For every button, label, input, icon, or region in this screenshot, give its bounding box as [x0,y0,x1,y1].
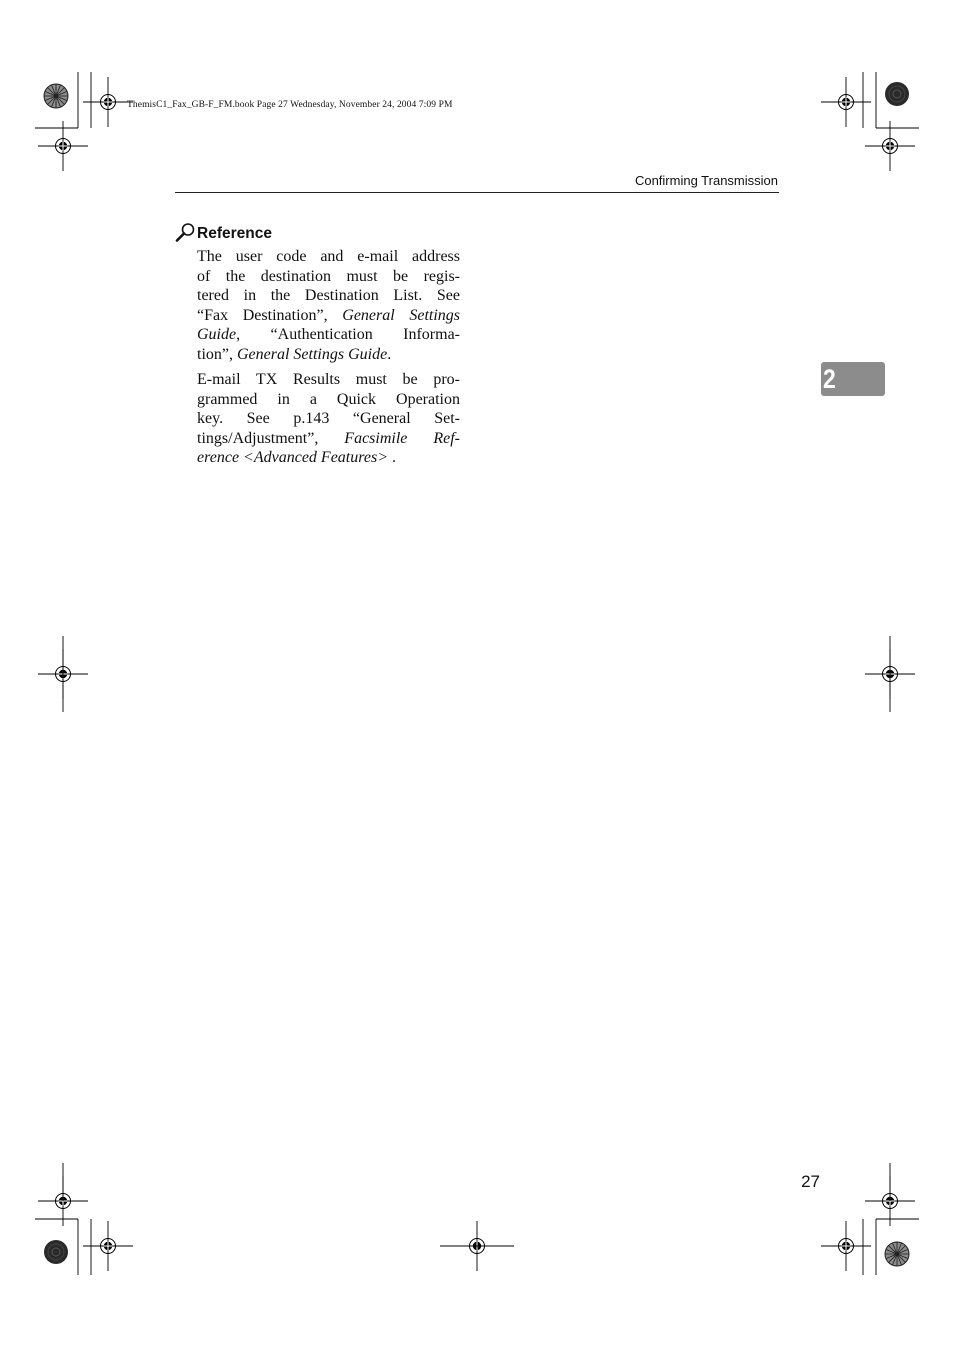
header-rule [175,192,779,193]
page-number: 27 [801,1172,820,1191]
text-line: tered in the Destination List. See [197,287,460,304]
text-line [197,345,460,365]
magnifier-icon [175,222,197,242]
text-run: . [387,345,392,363]
manual-title-link: General Settings [342,306,461,324]
text-run: . [388,449,396,466]
crop-mark-bottom-center [440,1221,514,1271]
crop-mark-top-right [821,72,919,171]
text-run: tion”, [197,345,237,363]
text-run: , “Authentication Informa- [236,326,460,343]
chapter-number: 2 [823,364,836,394]
reference-paragraph-1 [197,247,460,364]
crop-mark-bottom-right [821,1163,919,1275]
text-line [197,306,460,326]
manual-title-link: Facsimile Ref- [344,429,460,447]
manual-title-link: General Settings Guide [237,345,388,363]
text-line: of the destination must be regis- [197,267,460,285]
text-run: “Fax Destination”, [197,306,343,324]
print-job-info: ThemisC1_Fax_GB-F_FM.book Page 27 Wednesday, November 24, 2004 7:09 PM [127,100,453,110]
crop-mark-top-left [35,72,133,171]
manual-title-link: Guide [197,326,237,343]
running-header-title: Confirming Transmission [634,173,778,188]
reference-heading: Reference [197,225,272,242]
text-line: grammed in a Quick Operation [197,390,460,408]
text-line [197,448,460,468]
crop-mark-middle-right [865,636,915,712]
crop-mark-bottom-left [35,1163,133,1275]
text-line: key. See p.143 “General Set- [197,410,460,427]
text-line: The user code and e-mail address [197,248,460,265]
manual-title-link: erence <Advanced Features> [197,449,388,466]
text-line [197,429,460,449]
text-line [197,325,460,345]
crop-mark-middle-left [38,636,88,712]
reference-paragraph-2 [197,370,460,468]
text-run: tings/Adjustment”, [197,429,345,447]
text-line: E-mail TX Results must be pro- [197,371,460,388]
